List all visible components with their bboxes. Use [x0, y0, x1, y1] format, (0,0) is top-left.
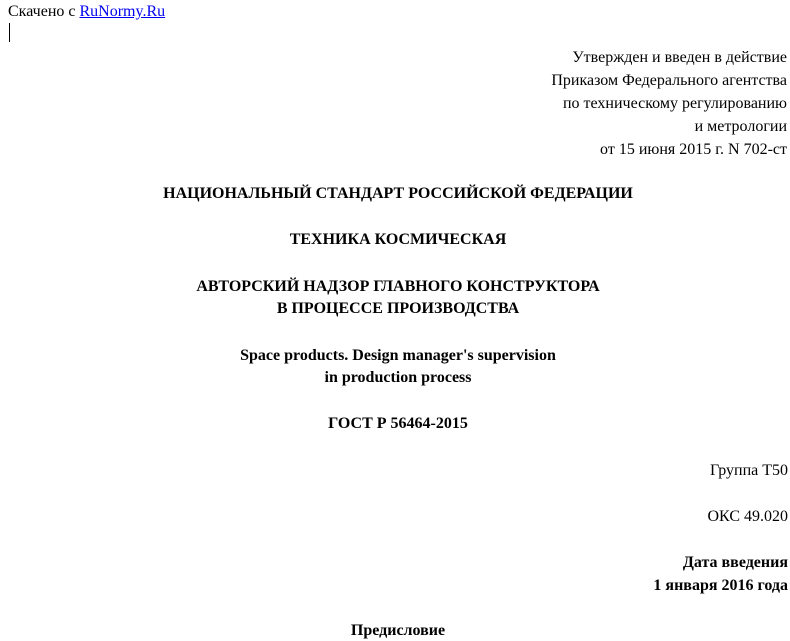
gost-number: ГОСТ Р 56464-2015: [328, 415, 468, 432]
approval-line: по техническому регулированию: [562, 95, 787, 112]
national-standard-heading: НАЦИОНАЛЬНЫЙ СТАНДАРТ РОССИЙСКОЙ ФЕДЕРАЦИИ: [163, 185, 633, 202]
approval-line: и метрологии: [694, 118, 787, 135]
title-english-line: in production process: [324, 369, 472, 386]
source-prefix: Скачено с: [8, 3, 76, 20]
introduction-date-value: 1 января 2016 года: [653, 577, 788, 594]
oks-code: ОКС 49.020: [707, 508, 788, 525]
category-heading: ТЕХНИКА КОСМИЧЕСКАЯ: [289, 231, 507, 248]
introduction-date-label: Дата введения: [682, 554, 788, 571]
approval-line: Приказом Федерального агентства: [551, 72, 787, 89]
group-code: Группа T50: [709, 462, 788, 479]
source-header: [8, 2, 165, 21]
title-russian: [0, 276, 790, 320]
approval-line: от 15 июня 2015 г. N 702-ст: [600, 141, 787, 158]
source-link[interactable]: RuNormy.Ru: [79, 3, 166, 20]
title-russian-line: В ПРОЦЕССЕ ПРОИЗВОДСТВА: [276, 300, 520, 317]
title-english-line: Space products. Design manager's supervision: [240, 347, 556, 364]
text-cursor: [9, 23, 10, 42]
foreword-heading: Предисловие: [350, 622, 446, 639]
introduction-date: [653, 551, 788, 597]
approval-block: [551, 46, 787, 161]
title-russian-line: АВТОРСКИЙ НАДЗОР ГЛАВНОГО КОНСТРУКТОРА: [196, 278, 600, 295]
title-english: [0, 345, 790, 389]
approval-line: Утвержден и введен в действие: [572, 49, 787, 66]
